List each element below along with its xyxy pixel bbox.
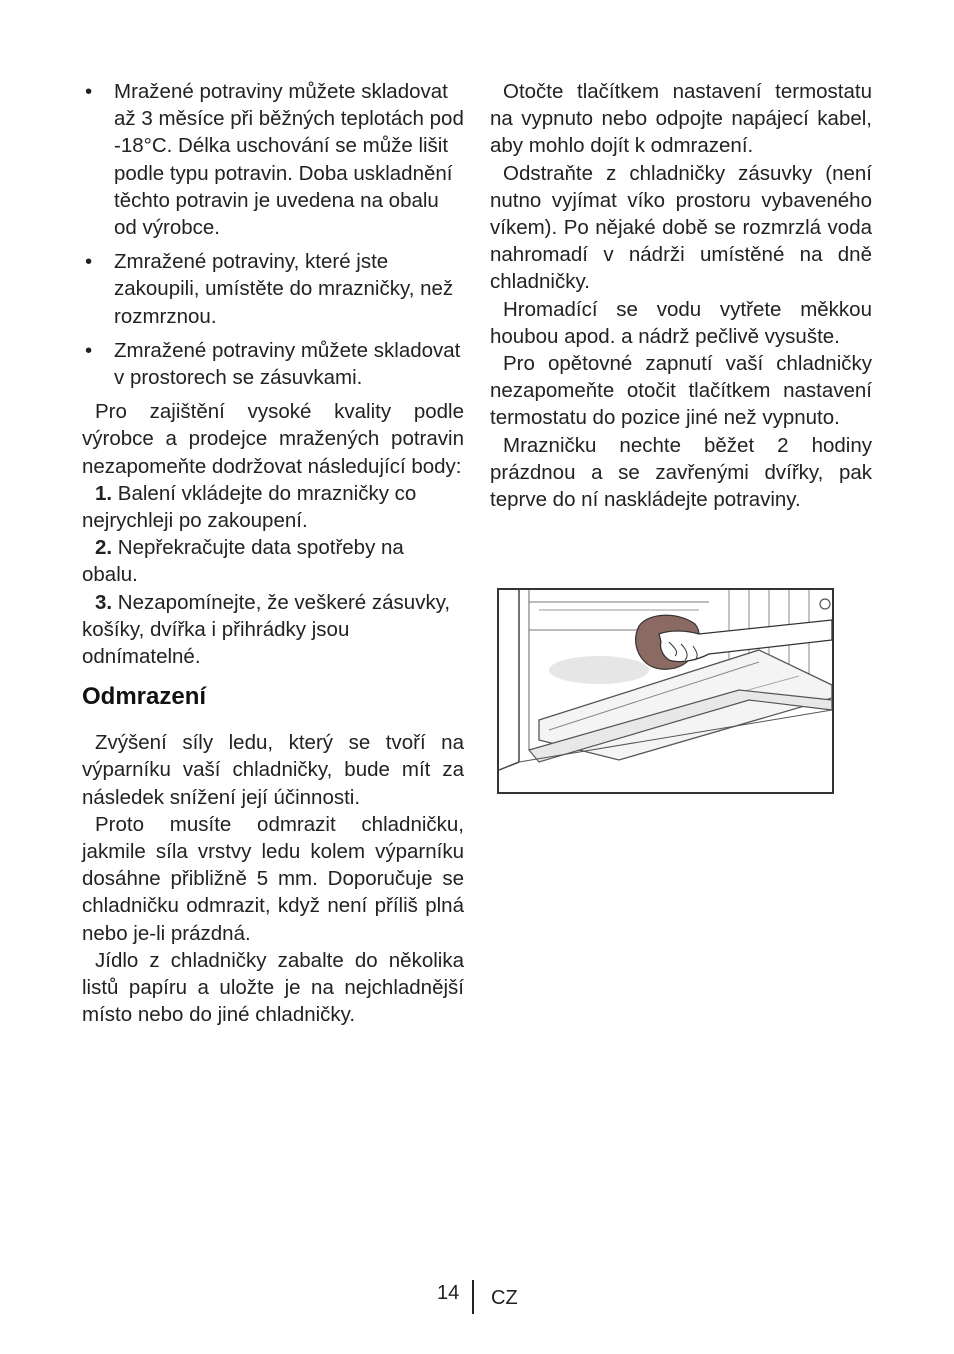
quality-intro-paragraph: Pro zajištění vysoké kvality podle výrobce a prodejce mražených potravin nezapomeňte dodržovat následující body:: [82, 400, 464, 478]
bullet-dot-icon: •: [85, 80, 93, 103]
step-item: [82, 534, 464, 588]
step-text: Balení vkládejte do mrazničky co nejrychleji po zakoupení.: [82, 481, 417, 533]
body-paragraph: Otočte tlačítkem nastavení termostatu na vypnuto nebo odpojte napájecí kabel, aby mohlo dojít k odmrazení.: [490, 80, 872, 158]
language-code: CZ: [491, 1287, 518, 1309]
body-paragraph: Proto musíte odmrazit chladničku, jakmile síla vrstvy ledu kolem výparníku dosáhne přibližně 5 mm. Doporučuje se chladničku odmrazit, když není příliš plná nebo je-li prázdná.: [82, 812, 464, 945]
step-item: [82, 480, 464, 534]
section-heading-defrosting: Odmrazení: [82, 683, 207, 711]
bullet-item: • Zmražené potraviny, které jste zakoupili, umístěte do mrazničky, než rozmrznou.: [85, 250, 454, 328]
page-number: 14: [437, 1282, 460, 1304]
step-number: 3.: [95, 590, 113, 614]
footer-divider: [472, 1280, 474, 1314]
storage-bullet-list: [82, 78, 464, 391]
body-paragraph: Jídlo z chladničky zabalte do několika listů papíru a uložte je na nejchladnější místo nebo do jiné chladničky.: [82, 948, 464, 1027]
bullet-item: • Mražené potraviny můžete skladovat až 3 měsíce při běžných teplotách pod -18°C. Délka uschování se může lišit podle typu potravin. Doba uskladnění těchto potravin je uvedena na obalu od výrobce.: [85, 80, 464, 240]
bullet-dot-icon: •: [85, 338, 93, 362]
step-item: [82, 589, 464, 671]
fridge-wiping-drawing: [499, 590, 832, 792]
bullet-item: • Zmražené potraviny můžete skladovat v prostorech se zásuvkami.: [85, 338, 461, 390]
body-paragraph: Pro opětovné zapnutí vaší chladničky nezapomeňte otočit tlačítkem nastavení termostatu do pozice jiné než vypnuto.: [490, 352, 872, 430]
page-footer: [0, 1280, 954, 1320]
body-paragraph: Mrazničku nechte běžet 2 hodiny prázdnou a se zavřenými dvířky, pak teprve do ní naskládejte potraviny.: [490, 433, 872, 512]
body-paragraph: Odstraňte z chladničky zásuvky (není nutno vyjímat víko prostoru vybaveného víkem). Po nějaké době se rozmrzlá voda nahromadí v nádrži umístěné na dně chladničky.: [490, 161, 872, 294]
step-number: 1.: [95, 481, 113, 505]
right-column: [490, 78, 872, 513]
body-paragraph: Zvýšení síly ledu, který se tvoří na výparníku vaší chladničky, bude mít za následek snížení její účinnosti.: [82, 731, 464, 809]
bullet-dot-icon: •: [85, 250, 93, 274]
step-number: 2.: [95, 536, 113, 560]
step-text: Nepřekračujte data spotřeby na obalu.: [82, 536, 404, 587]
step-text: Nezapomínejte, že veškeré zásuvky, košíky, dvířka i přihrádky jsou odnímatelné.: [82, 590, 451, 669]
defrost-illustration: [497, 588, 834, 794]
left-column: [82, 78, 464, 1029]
body-paragraph: Hromadící se vodu vytřete měkkou houbou apod. a nádrž pečlivě vysušte.: [490, 297, 872, 348]
